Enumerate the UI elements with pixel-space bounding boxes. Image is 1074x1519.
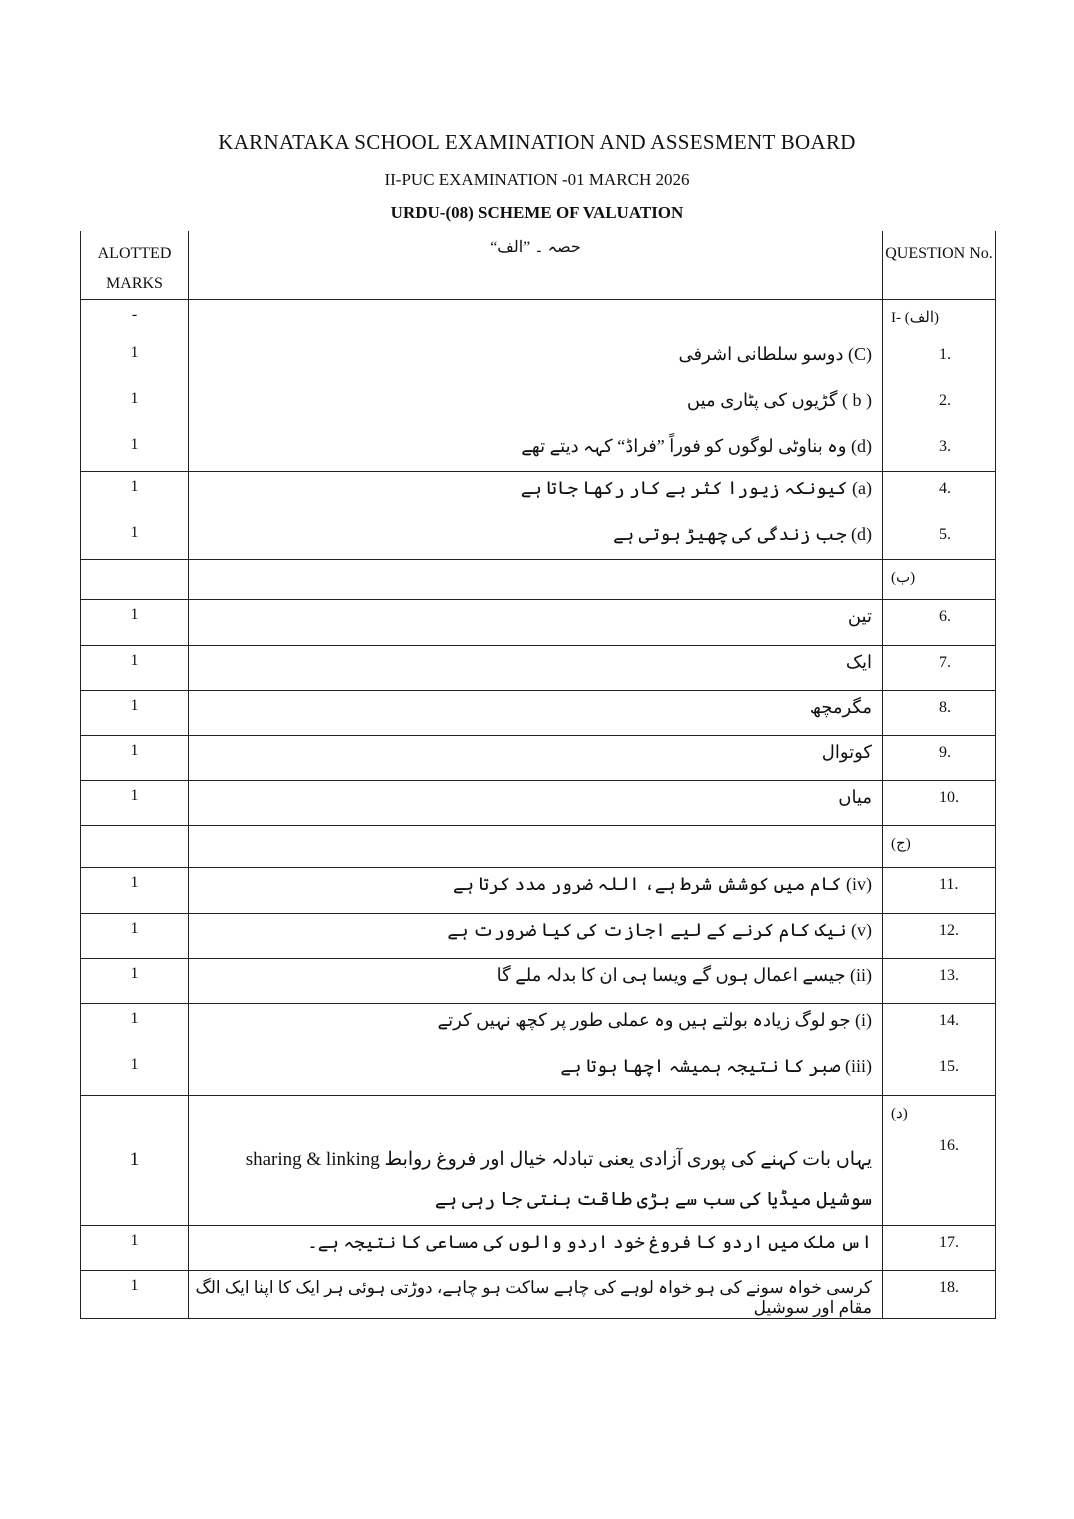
header-marks: ALOTTED MARKS: [81, 231, 189, 300]
valuation-table: [80, 231, 996, 1319]
table-row: 1 کوتوال 9.: [81, 736, 996, 781]
table-row: 1 ( b ) گڑیوں کی پٹاری میں 2.: [81, 384, 996, 430]
table-row: 1 (v) نیک کام کرنے کے لیے اجازت کی کیا ضرورت ہے 12.: [81, 914, 996, 959]
table-row: 1 (i) جو لوگ زیادہ بولتے ہیں وہ عملی طور پر کچھ نہیں کرتے 14.: [81, 1004, 996, 1050]
exam-subtitle: II-PUC EXAMINATION -01 MARCH 2026: [384, 170, 690, 189]
table-row: 1 ایک 7.: [81, 646, 996, 691]
table-row: - I- (الف): [81, 300, 996, 338]
table-row: 1 میاں 10.: [81, 781, 996, 826]
table-row: (ج): [81, 826, 996, 868]
header-question: QUESTION No.: [883, 231, 996, 300]
table-row: 1 مگرمچھ 8.: [81, 691, 996, 736]
table-row: 1 اس ملک میں اردو کا فروغ خود اردو والوں کی مساعی کا نتیجہ ہے۔ 17.: [81, 1226, 996, 1271]
table-row: 1 تین 6.: [81, 600, 996, 646]
table-header-row: [81, 231, 996, 300]
table-row: 1 (a) کیونکہ زیورا کثر بے کار رکھا جاتا ہے 4.: [81, 472, 996, 518]
table-row: 1 (d) جب زندگی کی چھیڑ ہوتی ہے 5.: [81, 518, 996, 560]
table-row: 1 (iv) کام میں کوشش شرط ہے، اللہ ضرور مدد کرتا ہے 11.: [81, 868, 996, 914]
table-row: 1 (C) دوسو سلطانی اشرفی 1.: [81, 338, 996, 384]
board-title: KARNATAKA SCHOOL EXAMINATION AND ASSESMENT BOARD: [218, 130, 856, 154]
table-row: 1 یہاں بات کہنے کی پوری آزادی یعنی تبادلہ خیال اور فروغ روابط sharing & linking سوشیل میڈیا کی سب سے بڑی طاقت بنتی جا رہی ہے (د) 16.: [81, 1096, 996, 1226]
table-row: (ب): [81, 560, 996, 600]
subject-title: URDU-(08) SCHEME OF VALUATION: [390, 203, 684, 222]
table-row: 1 کرسی خواہ سونے کی ہو خواہ لوہے کی چاہے ساکت ہو چاہے، دوڑتی ہوئی ہر ایک کا اپنا ایک الگ مقام اور سوشیل 18.: [81, 1271, 996, 1319]
section-dal: (د): [891, 1106, 908, 1122]
table-row: 1 (d) وہ بناوٹی لوگوں کو فوراً ”فراڈ“ کہہ دیتے تھے 3.: [81, 430, 996, 472]
table-row: 1 (ii) جیسے اعمال ہوں گے ویسا ہی ان کا بدلہ ملے گا 13.: [81, 959, 996, 1004]
header-section: حصہ ۔ ”الف“: [189, 231, 883, 300]
table-row: 1 (iii) صبر کا نتیجہ ہمیشہ اچھا ہوتا ہے 15.: [81, 1050, 996, 1096]
